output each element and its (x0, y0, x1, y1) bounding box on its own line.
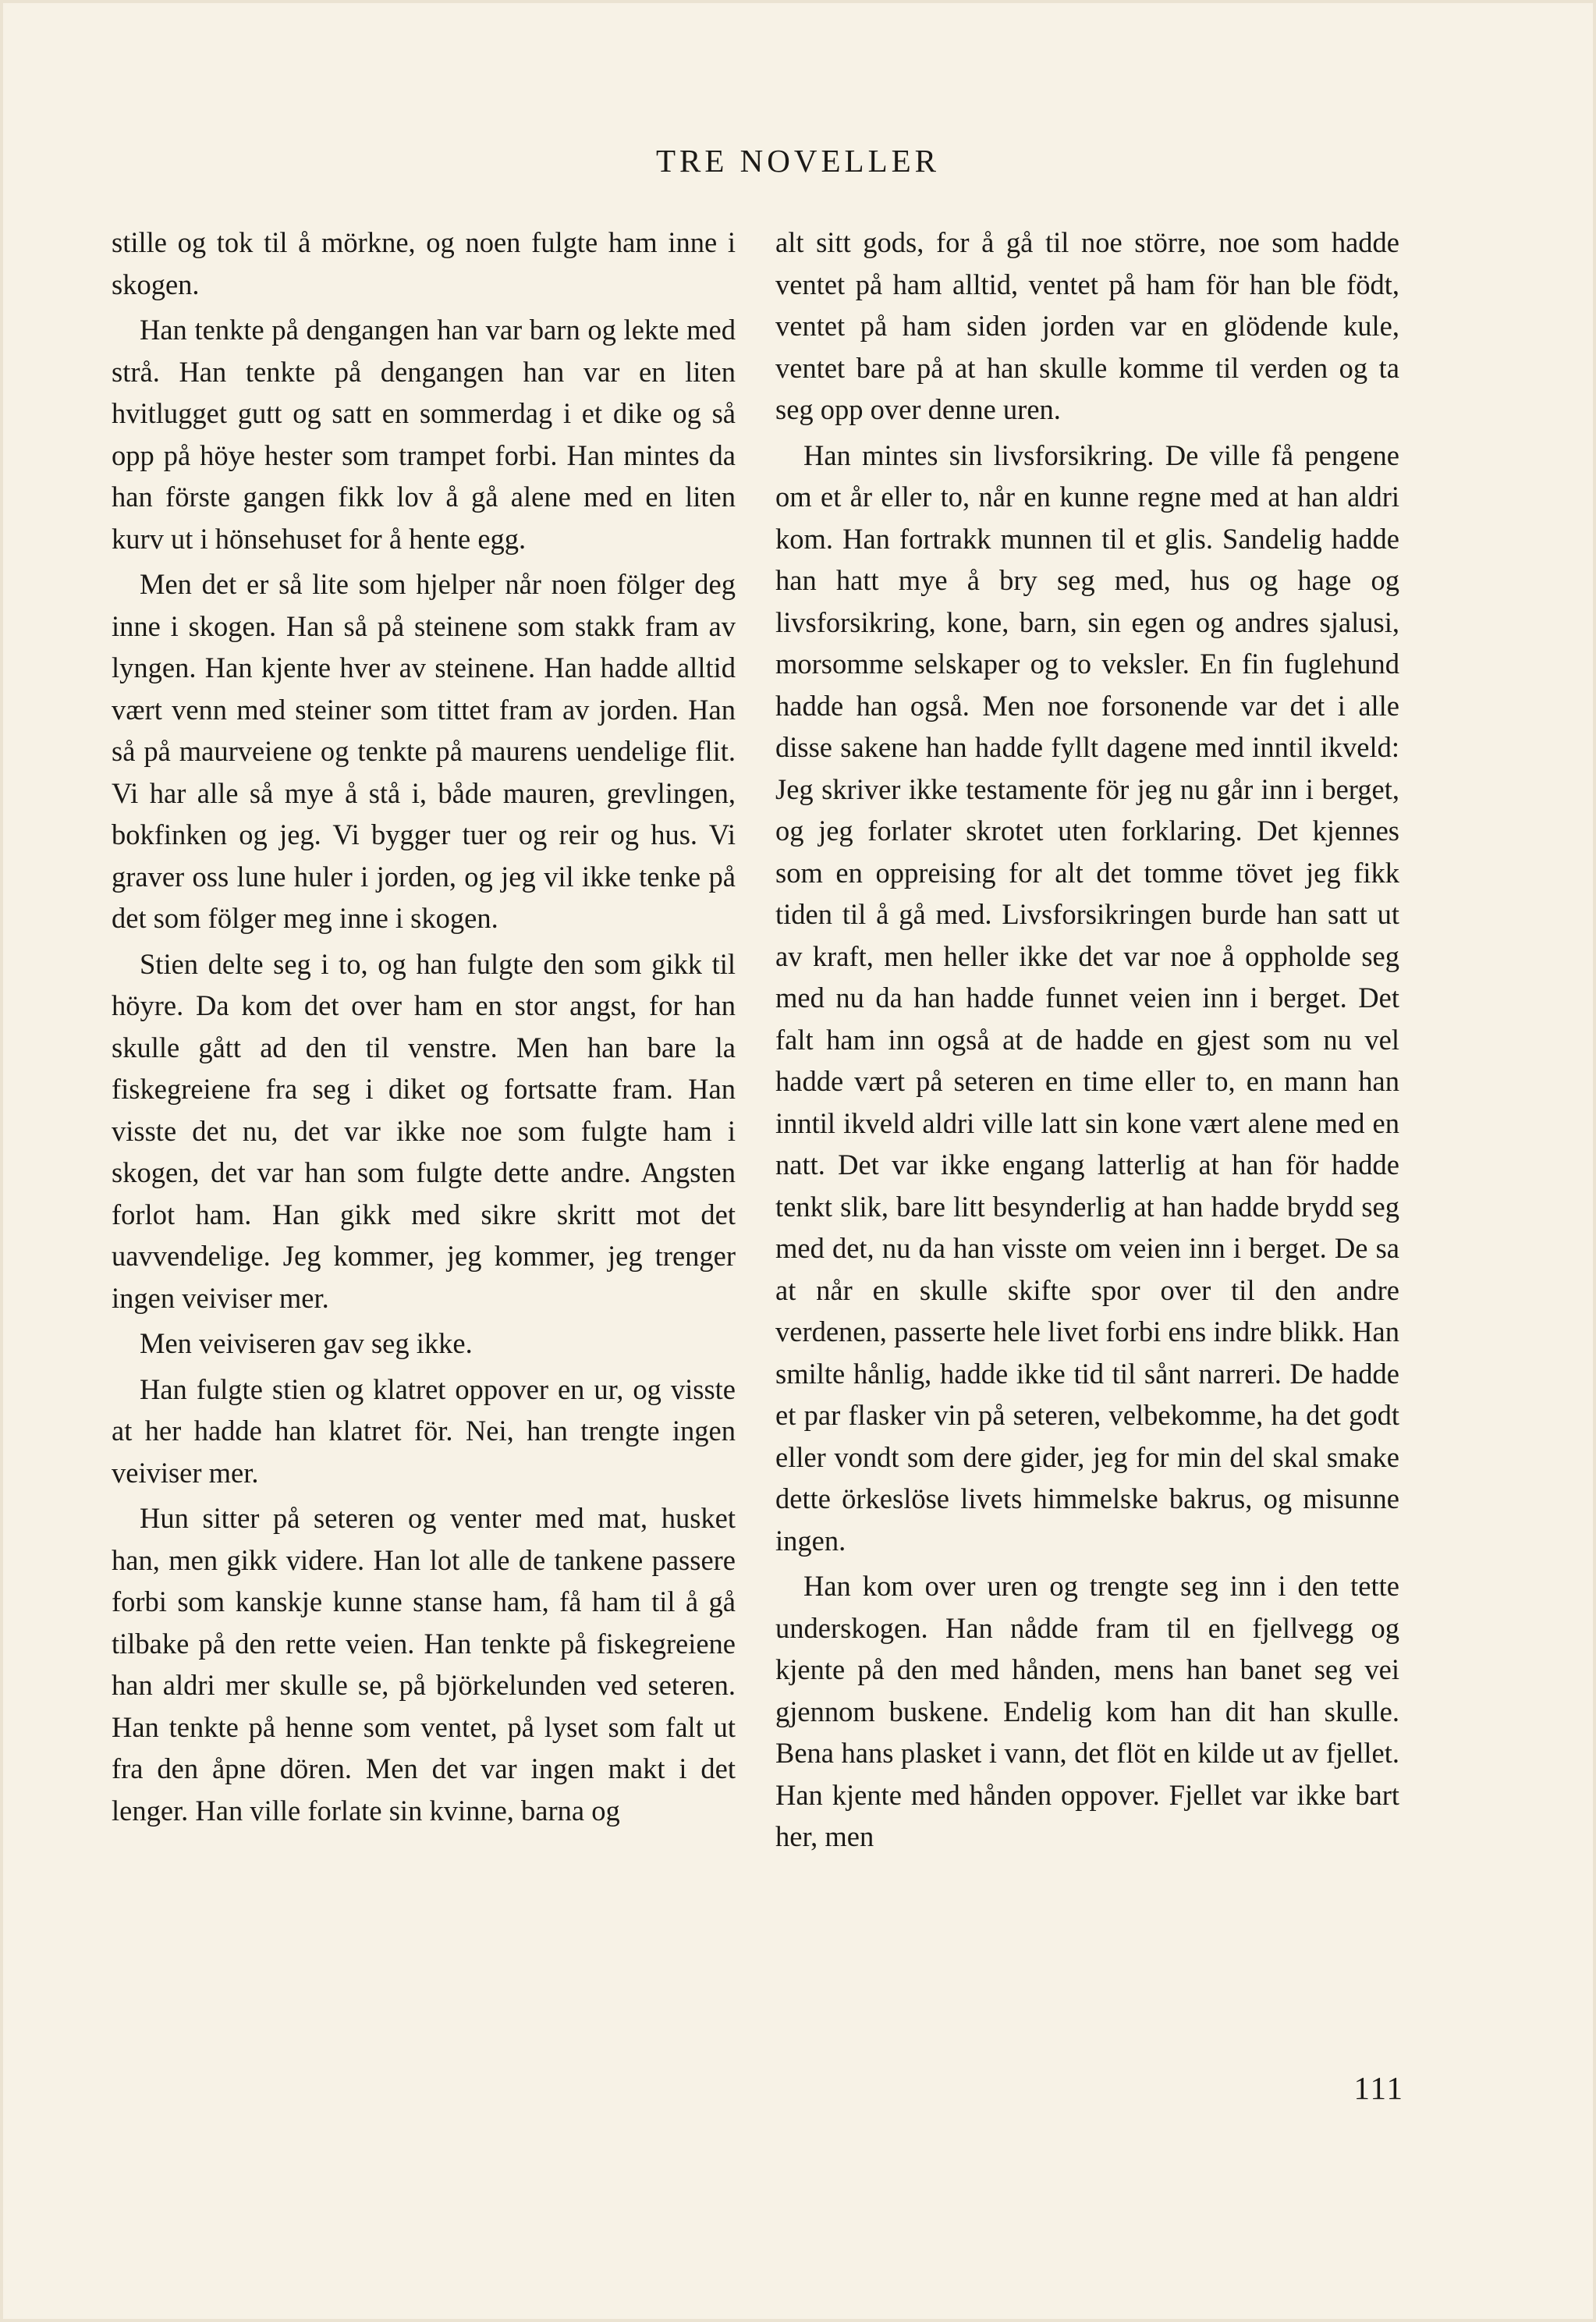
paragraph: Han tenkte på dengangen han var barn og lekte med strå. Han tenkte på dengangen han var en liten hvitlugget gutt og satt en sommerdag i et dike og så opp på höye hester som trampet forbi. Han mintes da han förste gangen fikk lov å gå alene med en liten kurv ut i hönsehuset for å hente egg. (112, 314, 736, 555)
paragraph: Hun sitter på seteren og venter med mat, husket han, men gikk videre. Han lot alle de tankene passere forbi som kanskje kunne stanse ham, få ham til å gå tilbake på den rette veien. Han tenkte på fiskegreiene han aldri mer skulle se, på björkelunden ved seteren. Han tenkte på henne som ventet, på lyset som falt ut fra den åpne dören. Men det var ingen makt i det lenger. Han ville forlate sin kvinne, barna og (112, 1502, 736, 1827)
paragraph: alt sitt gods, for å gå til noe större, noe som hadde ventet på ham alltid, ventet på ham för han ble födt, ventet på ham siden jorden var en glödende kule, ventet bare på at han skulle komme til verden og ta seg opp over denne uren. (775, 226, 1399, 425)
paragraph: Han fulgte stien og klatret oppover en ur, og visste at her hadde han klatret för. Nei, han trengte ingen veiviser mer. (112, 1372, 736, 1489)
paragraph: Han kom over uren og trengte seg inn i den tette underskogen. Han nådde fram til en fjellvegg og kjente på den med hånden, mens han banet seg vei gjennom buskene. Endelig kom han dit han skulle. Bena hans plasket i vann, det flöt en kilde ut av fjellet. Han kjente med hånden oppover. Fjellet var ikke bart her, men (775, 1570, 1399, 1852)
right-text-column (775, 222, 1399, 1858)
running-header: TRE NOVELLER (655, 143, 941, 179)
page-number: 111 (1353, 2070, 1404, 2106)
paragraph: Han mintes sin livsforsikring. De ville få pengene om et år eller to, når en kunne regne med at han aldri kom. Han fortrakk munnen til et glis. Sandelig hadde han hatt mye å bry seg med, hus og hage og livsforsikring, kone, barn, sin egen og andres sjalusi, morsomme selskaper og to veksler. En fin fuglehund hadde han også. Men noe forsonende var det i alle disse sakene han hadde fyllt dagene med inntil ikveld: Jeg skriver ikke testamente för jeg nu går inn i berget, og jeg forlater skrotet uten forklaring. Det kjennes som en oppreising for alt det tomme tövet jeg fikk tiden til å gå med. Livsforsikringen burde han satt ut av kraft, men heller ikke det var noe å oppholde seg med nu da han hadde funnet veien inn i berget. Det falt ham inn også at de hadde en gjest som nu vel hadde vært på seteren en time eller to, en mann han inntil ikveld aldri ville latt sin kone vært alene med en natt. Det var ikke engang latterlig at han för hadde tenkt slik, bare litt besynderlig at han hadde brydd seg med det, nu da han visste om veien inn i berget. De sa at når en skulle skifte spor over til den andre verdenen, passerte hele livet forbi ens indre blikk. Han smilte hånlig, hadde ikke tid til sånt narreri. De hadde et par flasker vin på seteren, velbekomme, ha det godt eller vondt som dere gider, jeg for min del skal smake dette örkeslöse livets himmelske bakrus, og misunne ingen. (775, 438, 1399, 1557)
left-text-column (112, 222, 736, 1831)
paragraph: Men det er så lite som hjelper når noen fölger deg inne i skogen. Han så på steinene som stakk fram av lyngen. Han kjente hver av steinene. Han hadde alltid vært venn med steiner som tittet fram av jorden. Han så på maurveiene og tenkte på maurens uendelige flit. Vi har alle så mye å stå i, både mauren, grevlingen, bokfinken og jeg. Vi bygger tuer og reir og hus. Vi graver oss lune huler i jorden, og jeg vil ikke tenke på det som fölger meg inne i skogen. (112, 568, 736, 934)
paragraph: Stien delte seg i to, og han fulgte den som gikk til höyre. Da kom det over ham en stor angst, for han skulle gått ad den til venstre. Men han bare la fiskegreiene fra seg i diket og fortsatte fram. Han visste det nu, det var ikke noe som fulgte ham i skogen, det var han som fulgte dette andre. Angsten forlot ham. Han gikk med sikre skritt mot det uavvendelige. Jeg kommer, jeg kommer, jeg trenger ingen veiviser mer. (112, 947, 736, 1314)
paragraph: stille og tok til å mörkne, og noen fulgte ham inne i skogen. (112, 226, 736, 300)
paragraph: Men veiviseren gav seg ikke. (140, 1327, 473, 1359)
